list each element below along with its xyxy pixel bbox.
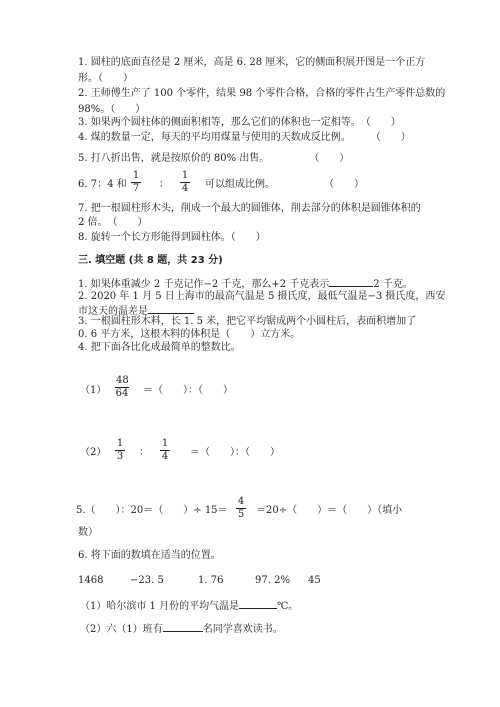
fill-q6-1-unit: ℃。 <box>277 601 299 612</box>
fraction-1-4 <box>160 438 170 463</box>
fill-q4-1-label: （1） <box>80 385 107 396</box>
judge-item-2-line2: 98%。（ ） <box>78 104 146 115</box>
number-option[interactable]: 97. 2% <box>255 575 290 586</box>
fill-q4-2-label: （2） <box>80 447 107 458</box>
fill-q4: 4. 把下面各比化成最简单的整数比。 <box>78 342 241 353</box>
judge-item-8: 8. 旋转一个长方形能得到圆柱体。（ ） <box>78 232 266 243</box>
fill-q6-1 <box>80 598 298 614</box>
fraction-1-7 <box>131 170 141 195</box>
fraction-numerator: 1 <box>181 170 189 181</box>
fill-q5-part1[interactable]: 5.（ ）：20＝（ ）÷ 15＝ <box>76 505 228 516</box>
fraction-1-4 <box>180 170 190 195</box>
number-option[interactable]: 45 <box>308 575 321 586</box>
fraction-denominator: 64 <box>115 388 129 399</box>
fraction-numerator: 48 <box>116 375 129 386</box>
judge-item-6-paren: （ ） <box>324 179 364 190</box>
answer-blank[interactable] <box>148 303 194 314</box>
judge-item-3: 3. 如果两个圆柱体的侧面积相等，那么它们的体积也一定相等。 （ ） <box>78 117 401 128</box>
fraction-numerator: 1 <box>161 438 169 449</box>
fraction-denominator: 7 <box>132 183 140 194</box>
ratio-colon: ： <box>159 179 169 190</box>
section-title: 三. 填空题 (共 8 题，共 23 分) <box>78 255 223 266</box>
fraction-numerator: 1 <box>132 170 140 181</box>
judge-item-1-line2: 形。（ ） <box>78 73 133 84</box>
answer-blank[interactable] <box>239 598 277 609</box>
judge-item-2-line1: 2. 王师傅生产了 100 个零件，结果 98 个零件合格，合格的零件占生产零件总数的 <box>78 88 446 99</box>
judge-item-1-line1: 1. 圆柱的底面直径是 2 厘米，高是 6. 28 厘米，它的侧面积展开图是一个正方 <box>78 57 426 68</box>
fraction-denominator: 5 <box>237 509 245 520</box>
fill-q5-part3: 数） <box>78 527 98 538</box>
fraction-numerator: 4 <box>237 496 245 507</box>
answer-blank[interactable] <box>163 621 203 632</box>
fill-q1-text: 1. 如果体重减少 2 千克记作−2 千克，那么+2 千克表示 <box>78 279 330 290</box>
fill-q4-2-answer[interactable]: ＝（ ）：（ ） <box>190 447 280 458</box>
fraction-1-3 <box>115 438 125 463</box>
fill-q1-tail: 2 千克。 <box>373 279 413 290</box>
fraction-denominator: 4 <box>161 451 169 462</box>
judge-item-6-suffix: 可以组成比例。 <box>205 179 275 190</box>
fill-q3-line1: 3. 一根圆柱形木料，长 1. 5 米，把它平均锯成两个小圆柱后，表面积增加了 <box>78 316 417 327</box>
fill-q2-line1: 2. 2020 年 1 月 5 日上海市的最高气温是 5 摄氏度，最低气温是−3 摄氏度，西安 <box>78 291 446 302</box>
fraction-denominator: 4 <box>181 183 189 194</box>
number-option[interactable]: 1. 76 <box>198 575 224 586</box>
fraction-48-64 <box>115 375 129 400</box>
judge-item-7-line2: 2 倍。 （ ） <box>78 217 148 228</box>
fill-q6-2 <box>80 621 283 637</box>
ratio-colon: ： <box>139 447 149 458</box>
fill-q2-text: 市这天的温差是 <box>78 306 148 317</box>
fraction-denominator: 3 <box>116 451 124 462</box>
judge-item-6-prefix: 6. 7：4 和 <box>78 179 127 190</box>
fill-q6-2-tail: 名同学喜欢读书。 <box>202 624 283 635</box>
judge-item-4: 4. 煤的数量一定，每天的平均用煤量与使用的天数成反比例。 （ ） <box>78 132 411 143</box>
fill-q6-1-text: （1）哈尔滨市 1 月份的平均气温是 <box>80 601 240 612</box>
fill-q5-part2[interactable]: ＝20÷（ ）＝（ ）（填小 <box>256 505 403 516</box>
fraction-4-5 <box>236 496 246 521</box>
judge-item-5: 5. 打八折出售，就是按原价的 80% 出售。 （ ） <box>78 153 350 164</box>
fill-q6-2-text: （2）六（1）班有 <box>80 624 163 635</box>
judge-item-7-line1: 7. 把一根圆柱形木头，削成一个最大的圆锥体，削去部分的体积是圆锥体积的 <box>78 203 421 214</box>
answer-blank[interactable] <box>329 276 373 287</box>
number-option[interactable]: 1468 <box>78 575 104 586</box>
fraction-numerator: 1 <box>116 438 124 449</box>
fill-q4-1-answer[interactable]: ＝（ ）：（ ） <box>143 385 233 396</box>
fill-q3-line2: 0. 6 平方米，这根木料的体积是（ ）立方米。 <box>78 329 301 340</box>
fill-q6: 6. 将下面的数填在适当的位置。 <box>78 550 221 561</box>
number-option[interactable]: −23. 5 <box>130 575 164 586</box>
